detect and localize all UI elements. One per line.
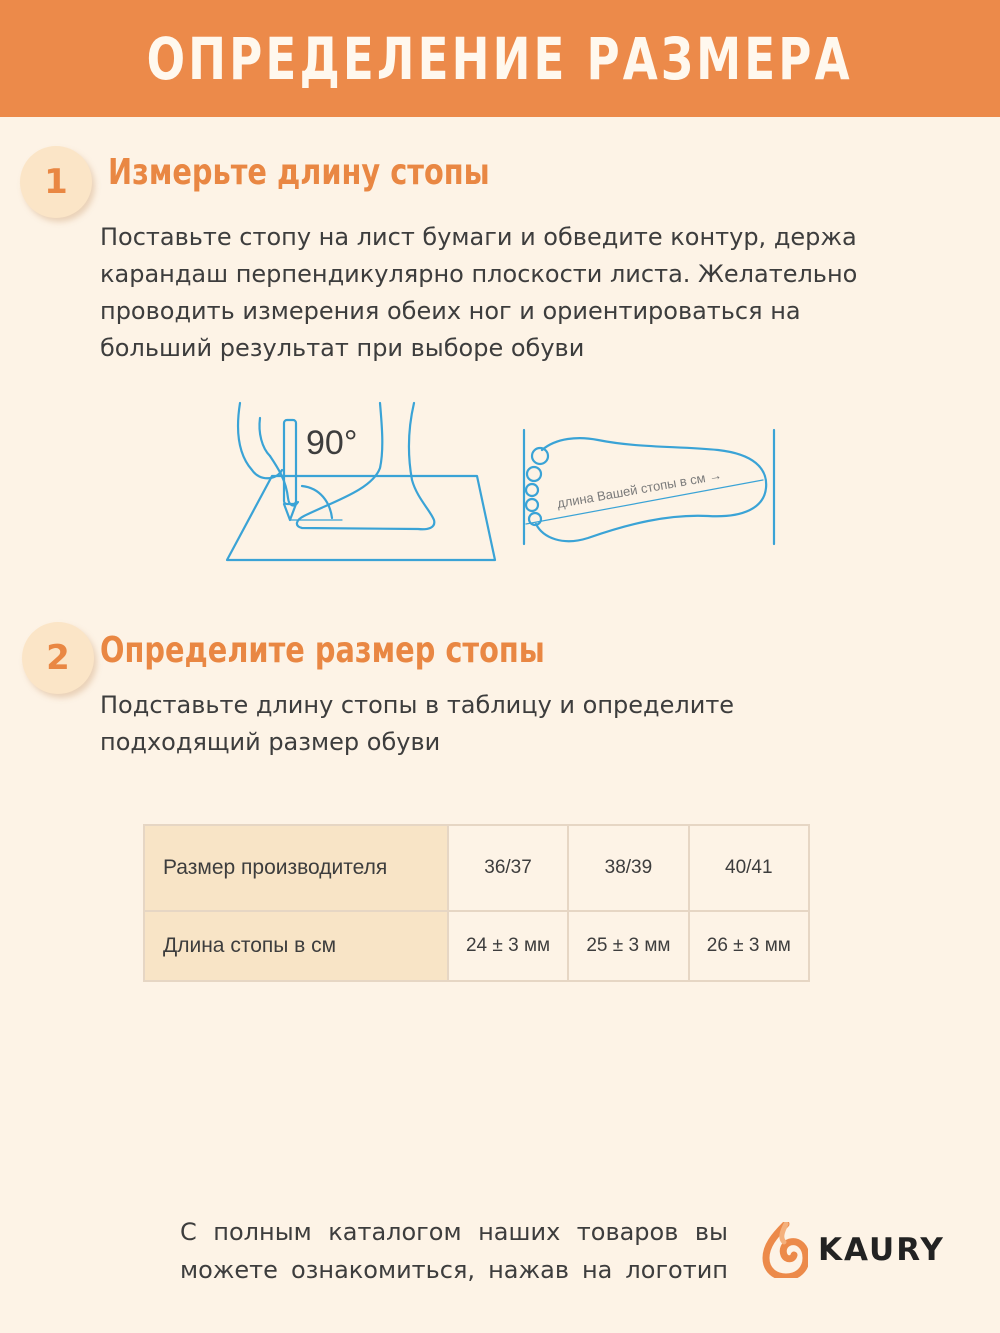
table-cell: 38/39 [568,825,688,911]
table-cell: 40/41 [689,825,809,911]
foot-length-label: длина Вашей стопы в см → [555,467,723,511]
table-row [144,911,809,981]
kaury-logo-icon [762,1222,808,1278]
size-table [143,824,810,982]
page-header [0,0,1000,117]
step-2-number: 2 [46,638,70,678]
table-cell: 25 ± 3 мм [568,911,688,981]
kaury-logo-link[interactable] [762,1222,945,1278]
step-1-number: 1 [44,162,68,202]
table-row [144,825,809,911]
step-1-badge [20,146,92,218]
step-2-badge [22,622,94,694]
step-1-text: Поставьте стопу на лист бумаги и обведите контур, держа карандаш перпендикулярно плоскости листа. Желательно проводить измерения обеих ног и ориентироваться на больший результат при выборе обуви [100,223,858,362]
step-2-title: Определите размер стопы [100,630,545,671]
page-title: ОПРЕДЕЛЕНИЕ РАЗМЕРА [146,24,854,93]
catalog-note: С полным каталогом наших товаров вы можете ознакомиться, нажав на логотип [180,1218,728,1284]
table-cell: 36/37 [448,825,568,911]
step-1-title: Измерьте длину стопы [108,152,490,193]
step-2-text: Подставьте длину стопы в таблицу и определите подходящий размер обуви [100,691,735,756]
logo-text: KAURY [818,1232,945,1268]
foot-measure-side-illustration [222,398,502,566]
row-label-size: Размер производителя [144,825,448,911]
angle-label: 90° [306,424,358,462]
table-cell: 24 ± 3 мм [448,911,568,981]
foot-outline-top-illustration [518,428,783,548]
table-cell: 26 ± 3 мм [689,911,809,981]
row-label-length: Длина стопы в см [144,911,448,981]
